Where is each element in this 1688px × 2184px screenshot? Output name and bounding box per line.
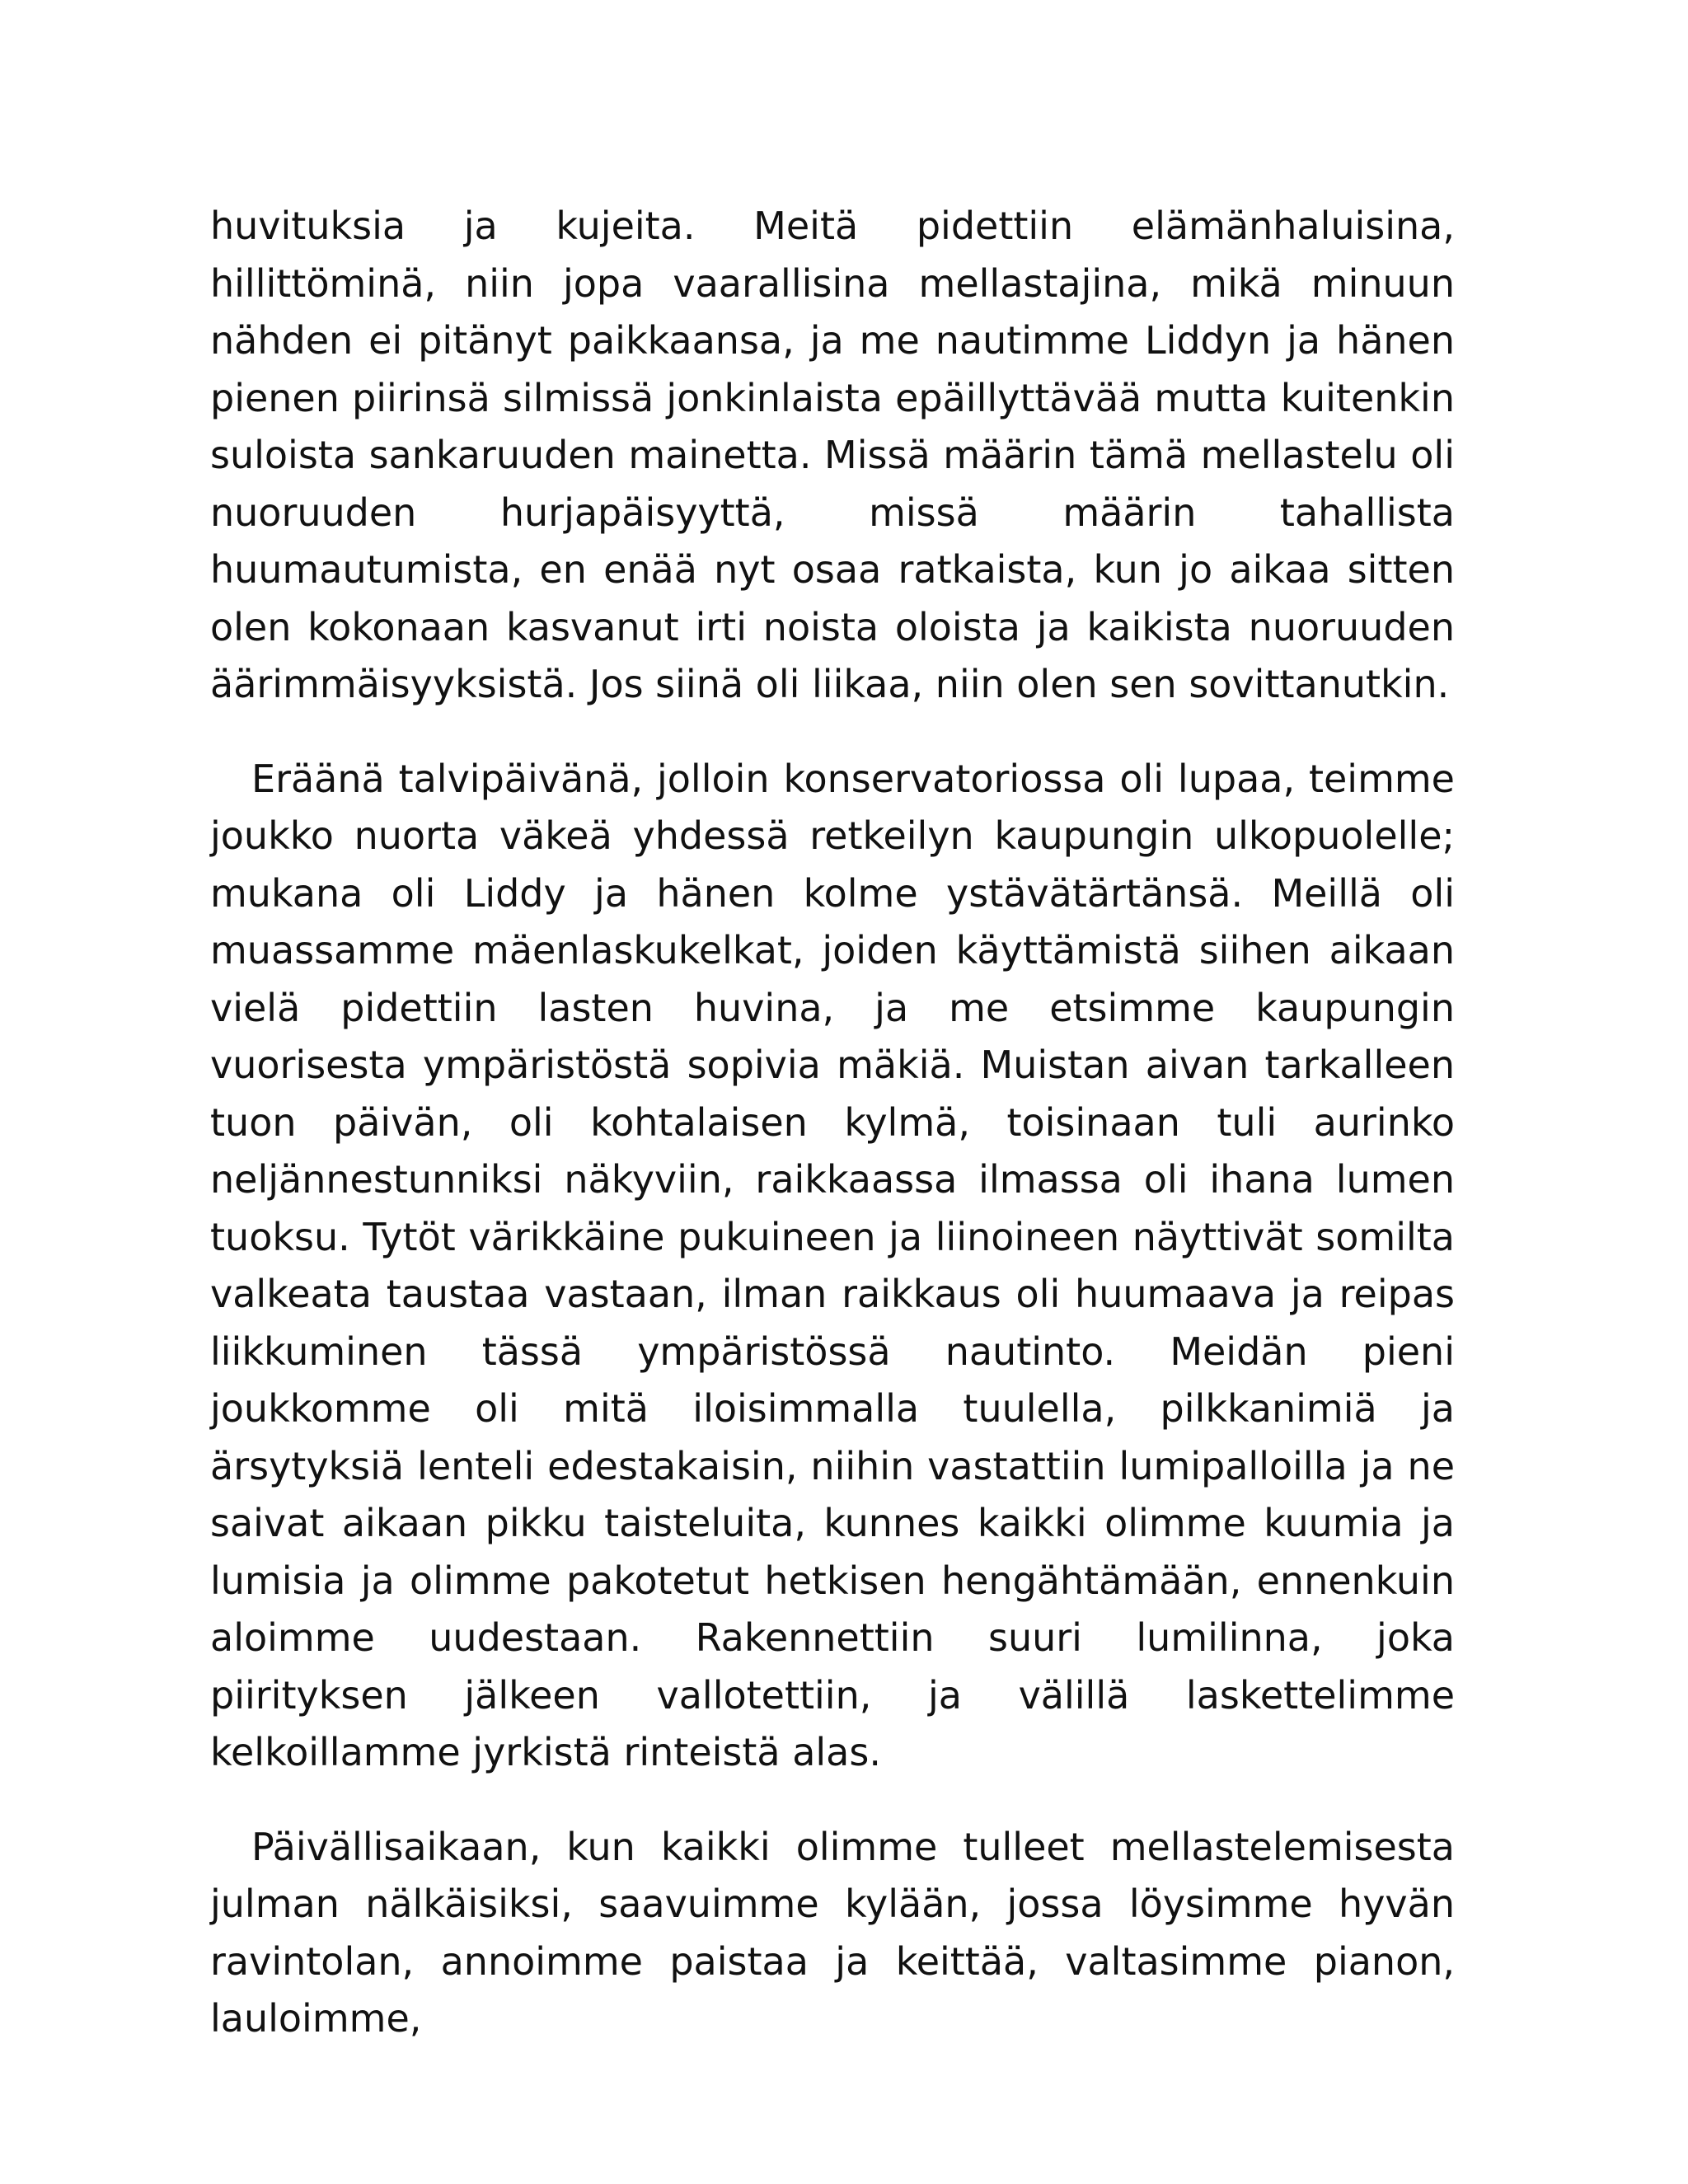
paragraph: huvituksia ja kujeita. Meitä pidettiin elämänhaluisina, hillittöminä, niin jopa vaarallisina mellastajina, mikä minuun nähden ei pitänyt paikkaansa, ja me nautimme Liddyn ja hänen pienen piirinsä silmissä jonkinlaista epäillyttävää mutta kuitenkin suloista sankaruuden mainetta. Missä määrin tämä mellastelu oli nuoruuden hurjapäisyyttä, missä määrin tahallista huumautumista, en enää nyt osaa ratkaista, kun jo aikaa sitten olen kokonaan kasvanut irti noista oloista ja kaikista nuoruuden äärimmäisyyksistä. Jos siinä oli liikaa, niin olen sen sovittanutkin.	[210, 204, 1455, 706]
paragraph: Päivällisaikaan, kun kaikki olimme tulleet mellastelemisesta julman nälkäisiksi, saavuimme kylään, jossa löysimme hyvän ravintolan, annoimme paistaa ja keittää, valtasimme pianon, lauloimme,	[210, 1824, 1455, 2041]
document-page	[210, 198, 1455, 2048]
paragraph: Eräänä talvipäivänä, jolloin konservatoriossa oli lupaa, teimme joukko nuorta väkeä yhdessä retkeilyn kaupungin ulkopuolelle; mukana oli Liddy ja hänen kolme ystävätärtänsä. Meillä oli muassamme mäenlaskukelkat, joiden käyttämistä siihen aikaan vielä pidettiin lasten huvina, ja me etsimme kaupungin vuorisesta ympäristöstä sopivia mäkiä. Muistan aivan tarkalleen tuon päivän, oli kohtalaisen kylmä, toisinaan tuli aurinko neljännestunniksi näkyviin, raikkaassa ilmassa oli ihana lumen tuoksu. Tytöt värikkäine pukuineen ja liinoineen näyttivät somilta valkeata taustaa vastaan, ilman raikkaus oli huumaava ja reipas liikkuminen tässä ympäristössä nautinto. Meidän pieni joukkomme oli mitä iloisimmalla tuulella, pilkkanimiä ja ärsytyksiä lenteli edestakaisin, niihin vastattiin lumipalloilla ja ne saivat aikaan pikku taisteluita, kunnes kaikki olimme kuumia ja lumisia ja olimme pakotetut hetkisen hengähtämään, ennenkuin aloimme uudestaan. Rakennettiin suuri lumilinna, joka piirityksen jälkeen vallotettiin, ja välillä laskettelimme kelkoillamme jyrkistä rinteistä alas.	[210, 756, 1455, 1774]
